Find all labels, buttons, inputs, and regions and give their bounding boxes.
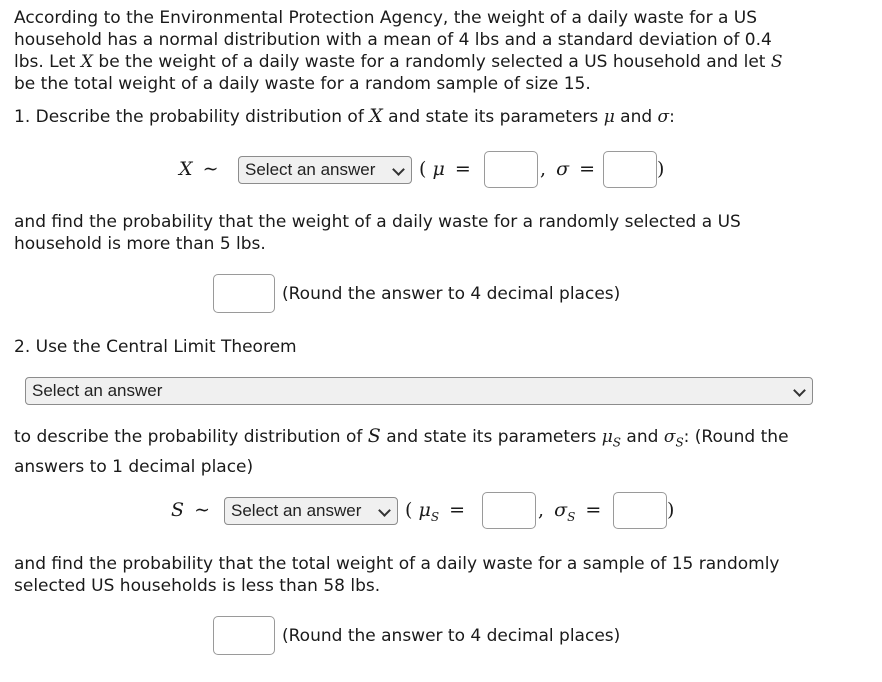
q2-mu-input[interactable] <box>482 492 536 529</box>
q2-prob-line-1: and find the probability that the total weight of a daily waste for a sample of 15 randomly <box>14 554 780 574</box>
select-label: Select an answer <box>245 160 376 179</box>
sigma-symbol: σ <box>663 427 676 447</box>
q2-text: and <box>621 427 664 447</box>
variable-x: X <box>369 105 383 127</box>
q1-prob-line-1: and find the probability that the weight of a daily waste for a randomly selected a US <box>14 212 741 232</box>
q1-round-note: (Round the answer to 4 decimal places) <box>282 284 621 304</box>
mu-symbol: μ <box>432 158 445 180</box>
equals: = <box>454 158 471 180</box>
q1-text: : <box>669 107 675 127</box>
intro-line-4: be the total weight of a daily waste for a random sample of size 15. <box>14 74 591 94</box>
mu-symbol: μ <box>418 499 431 521</box>
q2-text: to describe the probability distribution of <box>14 427 368 447</box>
subscript-s: S <box>430 509 440 524</box>
q2-text: and state its parameters <box>380 427 602 447</box>
q1-distribution-select[interactable] <box>238 156 412 184</box>
intro-line-1: According to the Environmental Protection Agency, the weight of a daily waste for a US <box>14 8 758 28</box>
q1-mu-input[interactable] <box>484 151 538 188</box>
chevron-down-icon <box>392 163 405 176</box>
equals: = <box>449 499 466 521</box>
select-label: Select an answer <box>32 381 163 400</box>
chevron-down-icon <box>378 504 391 517</box>
close-paren: ) <box>667 499 675 521</box>
q2-description <box>14 424 864 480</box>
q2-round-note: (Round the answer to 4 decimal places) <box>282 626 621 646</box>
equals: = <box>585 499 602 521</box>
q2-theorem-select[interactable] <box>25 377 813 405</box>
tilde-symbol: ∼ <box>202 158 219 180</box>
comma: , <box>538 499 545 521</box>
q1-probability-text <box>14 211 864 255</box>
q2-dist-row <box>171 499 210 521</box>
q1-probability-input[interactable] <box>213 274 275 313</box>
q2-distribution-select[interactable] <box>224 497 398 525</box>
q1-dist-row <box>179 158 219 180</box>
variable-s: S <box>367 425 381 447</box>
q1-prob-line-2: household is more than 5 lbs. <box>14 234 266 254</box>
subscript-s: S <box>675 435 684 450</box>
q1-sigma-label <box>540 158 595 180</box>
select-label: Select an answer <box>231 501 362 520</box>
variable-s: S <box>770 52 783 72</box>
intro-text: lbs. Let <box>14 52 81 72</box>
equals: = <box>579 158 596 180</box>
sigma-symbol: σ <box>556 158 570 180</box>
q2-prob-line-2: selected US households is less than 58 lbs. <box>14 576 381 596</box>
q1-text: and <box>614 107 658 127</box>
subscript-s: S <box>612 435 622 450</box>
mu-symbol: μ <box>601 427 613 447</box>
variable-x: X <box>80 52 93 72</box>
variable-x: X <box>179 158 193 180</box>
q2-sigma-input[interactable] <box>613 492 667 529</box>
mu-symbol: μ <box>603 107 615 127</box>
intro-line-2: household has a normal distribution with a mean of 4 lbs and a standard deviation of 0.4 <box>14 30 772 50</box>
intro-text: be the weight of a daily waste for a randomly selected a US household and let <box>93 52 771 72</box>
chevron-down-icon <box>793 384 806 397</box>
q2-desc-line-1 <box>14 424 864 455</box>
comma: , <box>540 158 547 180</box>
q1-mu-label <box>419 158 471 180</box>
q2-sigma-label <box>538 499 601 524</box>
q2-desc-line-2: answers to 1 decimal place) <box>14 457 254 478</box>
problem-intro <box>14 7 864 95</box>
tilde-symbol: ∼ <box>194 499 210 521</box>
sigma-symbol: σ <box>657 107 670 127</box>
q2-probability-text <box>14 553 864 597</box>
q2-probability-input[interactable] <box>213 616 275 655</box>
q2-text: : (Round the <box>683 427 789 447</box>
paren: ( <box>405 499 413 521</box>
q1-text: and state its parameters <box>382 107 604 127</box>
question-1-heading <box>14 105 864 128</box>
q2-mu-label <box>405 499 465 524</box>
q1-sigma-input[interactable] <box>603 151 657 188</box>
variable-s: S <box>171 499 185 521</box>
sigma-symbol: σ <box>554 499 568 521</box>
paren: ( <box>419 158 427 180</box>
subscript-s: S <box>567 509 576 524</box>
intro-line-3 <box>14 51 864 73</box>
q1-text: 1. Describe the probability distribution of <box>14 107 370 127</box>
question-2-heading: 2. Use the Central Limit Theorem <box>14 337 297 357</box>
close-paren: ) <box>657 158 665 180</box>
